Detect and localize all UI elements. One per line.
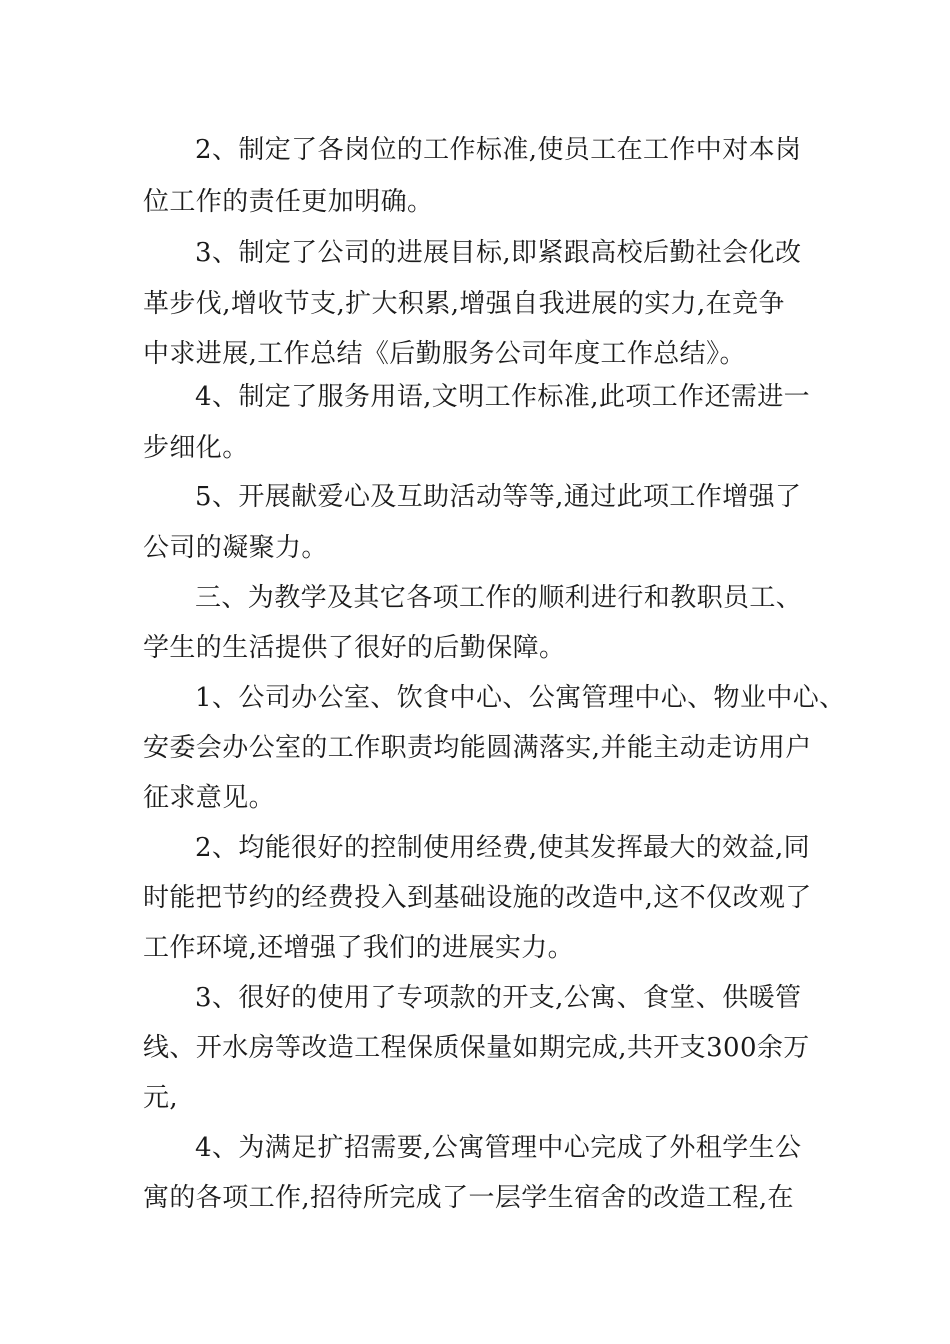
paragraph-line: 征求意见。 <box>143 783 276 813</box>
paragraph-line: 3、很好的使用了专项款的开支,公寓、食堂、供暖管 <box>195 983 802 1013</box>
paragraph-line: 工作环境,还增强了我们的进展实力。 <box>143 933 575 963</box>
paragraph-line: 三、为教学及其它各项工作的顺利进行和教职员工、 <box>195 583 803 613</box>
paragraph-line: 寓的各项工作,招待所完成了一层学生宿舍的改造工程,在 <box>143 1183 794 1213</box>
paragraph-line: 线、开水房等改造工程保质保量如期完成,共开支300余万 <box>143 1033 810 1063</box>
paragraph-line: 5、开展献爱心及互助活动等等,通过此项工作增强了 <box>195 482 802 512</box>
paragraph-line: 3、制定了公司的进展目标,即紧跟高校后勤社会化改 <box>195 238 802 268</box>
paragraph-line: 位工作的责任更加明确。 <box>143 187 434 217</box>
paragraph-line: 学生的生活提供了很好的后勤保障。 <box>143 633 566 663</box>
paragraph-line: 4、为满足扩招需要,公寓管理中心完成了外租学生公 <box>195 1133 802 1163</box>
paragraph-line: 元, <box>143 1083 179 1113</box>
paragraph-line: 1、公司办公室、饮食中心、公寓管理中心、物业中心、 <box>195 683 846 713</box>
paragraph-line: 革步伐,增收节支,扩大积累,增强自我进展的实力,在竞争 <box>143 289 785 319</box>
paragraph-line: 时能把节约的经费投入到基础设施的改造中,这不仅改观了 <box>143 883 812 913</box>
paragraph-line: 2、制定了各岗位的工作标准,使员工在工作中对本岗 <box>195 135 802 165</box>
paragraph-line: 4、制定了服务用语,文明工作标准,此项工作还需进一 <box>195 382 811 412</box>
paragraph-line: 2、均能很好的控制使用经费,使其发挥最大的效益,同 <box>195 833 811 863</box>
paragraph-line: 安委会办公室的工作职责均能圆满落实,并能主动走访用户 <box>143 733 812 763</box>
paragraph-line: 中求进展,工作总结《后勤服务公司年度工作总结》。 <box>143 339 746 369</box>
paragraph-line: 公司的凝聚力。 <box>143 533 328 563</box>
paragraph-line: 步细化。 <box>143 433 249 463</box>
